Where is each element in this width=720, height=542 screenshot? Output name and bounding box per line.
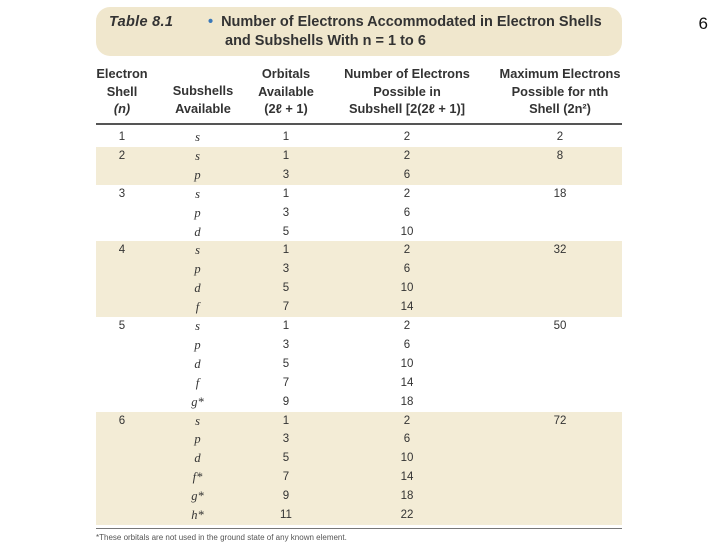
subshell-cell: s [195,243,200,258]
electrons-cell: 14 [400,301,414,314]
header-electrons-line: Subshell [2(2ℓ + 1)] [348,101,466,116]
subshell-cell: s [195,413,200,428]
max-electrons-cell: 2 [556,131,564,143]
header-max-line: Possible for nth [511,83,609,99]
subshell-cell: s [195,130,200,144]
subshell-cell: p [194,337,201,352]
orbitals-cell: 1 [282,131,290,143]
electrons-cell: 6 [403,433,411,446]
orbitals-cell: 9 [282,395,290,408]
orbitals-cell: 1 [282,244,290,257]
subshell-cell: s [195,148,200,163]
shell-number-cell: 4 [118,244,126,257]
orbitals-cell: 3 [282,338,290,351]
orbitals-cell: 3 [282,263,290,276]
subshell-cell: p [194,167,201,182]
header-electrons-subshell [332,65,482,118]
header-subshells-line: Subshells [172,83,234,98]
electrons-cell: 10 [400,357,414,370]
electrons-cell: 6 [403,338,411,351]
table-label: Table 8.1 [109,14,174,30]
electrons-cell: 2 [403,244,411,257]
header-subshells-line: Available [175,100,231,116]
electrons-cell: 2 [403,320,411,332]
max-electrons-cell: 8 [556,149,564,162]
title-line-1: Number of Electrons Accommodated in Electron Shells [221,14,602,30]
subshell-cell: g* [191,489,204,504]
electrons-cell: 6 [403,263,411,276]
orbitals-cell: 1 [282,187,290,200]
electrons-cell: 14 [400,376,414,389]
table-caption [96,7,622,56]
header-max-line: Maximum Electrons [499,66,621,81]
electrons-cell: 22 [400,509,414,521]
header-max-electrons [494,65,626,118]
orbitals-cell: 3 [282,168,290,181]
header-electrons-line: Possible in [373,83,441,99]
subshell-cell: s [195,186,200,201]
subshell-cell: d [194,451,201,466]
orbitals-cell: 3 [282,206,290,219]
electrons-cell: 10 [400,225,414,238]
subshell-cell: d [194,356,201,371]
table-bottom-rule [96,528,622,529]
orbitals-cell: 5 [282,357,290,370]
header-electron-shell [96,65,148,118]
title-line-2: and Subshells With n = 1 to 6 [225,33,426,49]
max-electrons-cell: 50 [553,320,567,332]
subshell-cell: s [195,319,200,333]
header-shell-line: Shell [106,83,138,99]
orbitals-cell: 5 [282,282,290,295]
shell-number-cell: 6 [118,414,126,427]
shell-number-cell: 2 [118,149,126,162]
header-shell-line: Electron [96,66,148,81]
header-electrons-line: Number of Electrons [344,66,470,81]
header-orbitals-line: Orbitals [261,66,311,81]
orbitals-cell: 5 [282,452,290,465]
electrons-cell: 18 [400,490,414,503]
header-divider [96,123,622,125]
electrons-cell: 10 [400,452,414,465]
orbitals-cell: 11 [280,509,292,521]
subshell-cell: p [194,205,201,220]
table-title [208,13,618,51]
subshell-cell: g* [191,394,204,409]
orbitals-cell: 3 [282,433,290,446]
max-electrons-cell: 18 [553,187,567,200]
orbitals-cell: 1 [282,320,290,332]
orbitals-cell: 1 [282,149,290,162]
subshell-cell: d [194,224,201,239]
subshell-cell: f [195,375,200,390]
electrons-cell: 2 [403,149,411,162]
header-orbitals-line: Available [258,83,314,99]
subshell-cell: f* [192,470,203,485]
subshell-cell: p [194,262,201,277]
electrons-cell: 6 [403,206,411,219]
table-footnote: *These orbitals are not used in the ground state of any known element. [96,533,347,542]
max-electrons-cell: 32 [553,244,567,257]
max-electrons-cell: 72 [553,414,567,427]
orbitals-cell: 1 [282,414,290,427]
header-shell-line: (n) [113,101,131,116]
orbitals-cell: 5 [282,225,290,238]
title-bullet: • [208,14,214,30]
header-orbitals [248,65,324,118]
orbitals-cell: 9 [282,490,290,503]
subshell-cell: p [194,432,201,447]
shell-number-cell: 3 [118,187,126,200]
subshell-cell: f [195,300,200,315]
orbitals-cell: 7 [282,471,290,484]
electrons-cell: 18 [400,395,414,408]
electrons-cell: 14 [400,471,414,484]
orbitals-cell: 7 [282,376,290,389]
electrons-cell: 10 [400,282,414,295]
shell-number-cell: 1 [118,131,126,143]
electrons-cell: 2 [403,131,411,143]
header-max-line: Shell (2n²) [529,101,591,116]
electrons-cell: 2 [403,187,411,200]
subshell-cell: h* [191,508,204,522]
subshell-cell: d [194,281,201,296]
electrons-cell: 2 [403,414,411,427]
shell-number-cell: 5 [118,320,126,332]
slide-number: 6 [698,14,708,33]
orbitals-cell: 7 [282,301,290,314]
header-subshells [163,82,243,117]
electrons-cell: 6 [403,168,411,181]
header-orbitals-line: (2ℓ + 1) [264,101,308,116]
